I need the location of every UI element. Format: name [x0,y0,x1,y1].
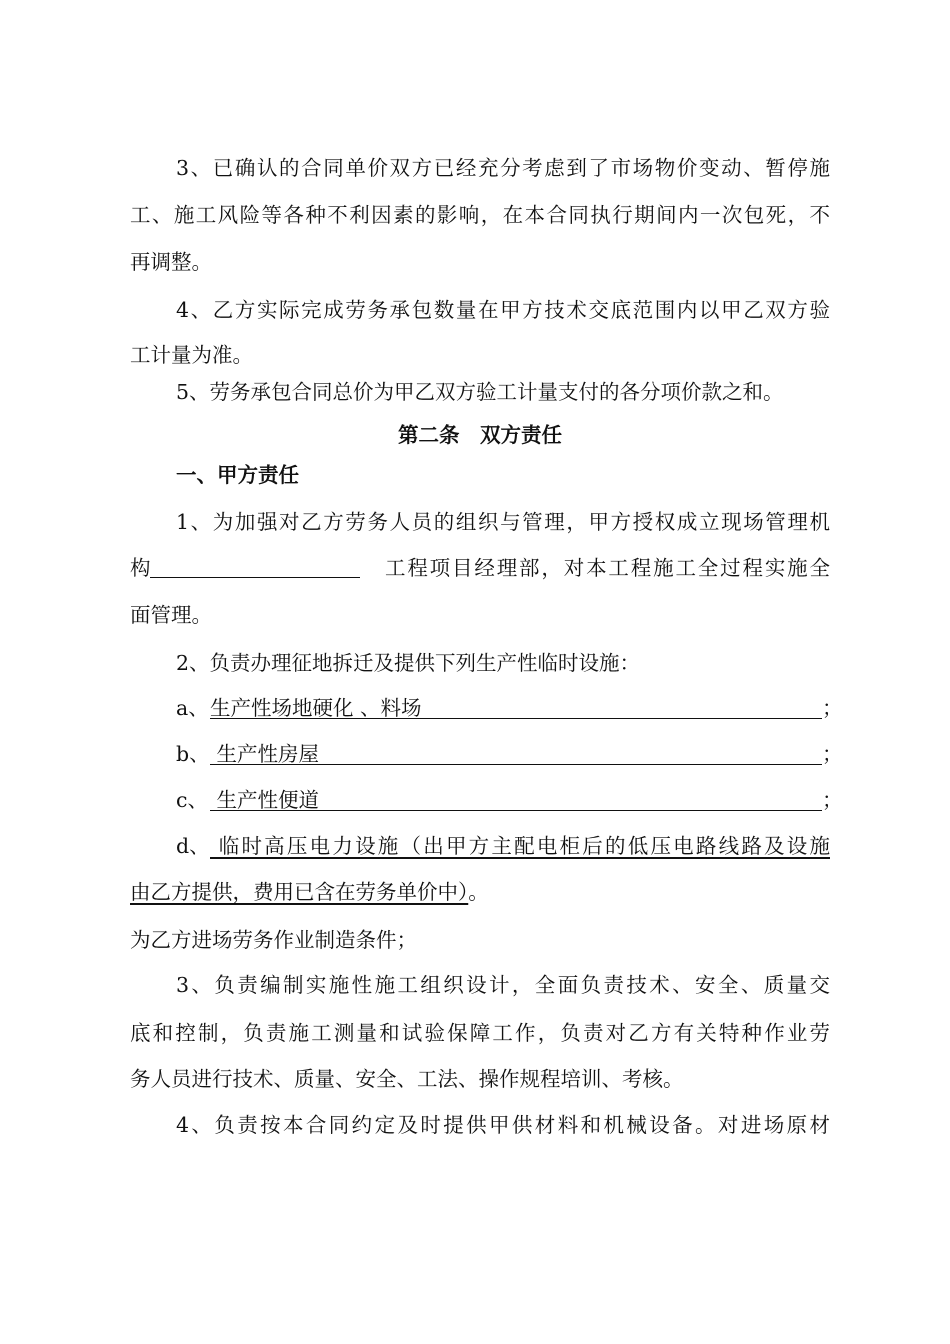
p1-line-2-suffix: 工程项目经理部，对本工程施工全过程实施全 [385,556,830,580]
facility-c-prefix: c、 [176,788,208,812]
facility-d-line-1: 临时高压电力设施（出甲方主配电柜后的低压电路线路及设施 [210,834,830,858]
facility-a-semicolon: ； [822,696,843,720]
party-a-p4-line-1: 4、负责按本合同约定及时提供甲供材料和机械设备。对进场原材 [176,1113,830,1137]
item-4-line-1: 4、乙方实际完成劳务承包数量在甲方技术交底范围内以甲乙双方验 [176,298,830,322]
facility-b-prefix: b、 [176,742,210,766]
facility-d-line-2 [130,877,830,907]
item-4-line-2: 工计量为准。 [130,343,253,367]
blank-fill-line [150,577,360,578]
facility-b-semicolon: ； [822,742,843,766]
facility-a-underline [210,718,822,719]
party-a-p3-line-1: 3、负责编制实施性施工组织设计，全面负责技术、安全、质量交 [176,973,830,997]
item-3-line-3: 再调整。 [130,250,212,274]
party-a-p2-condition: 为乙方进场劳务作业制造条件； [130,928,417,952]
article-title: 第二条 双方责任 [398,423,562,447]
facility-a-prefix: a、 [176,696,209,720]
facility-d-prefix: d、 [176,834,210,858]
facility-c-underline [210,810,822,811]
facility-c-text: 生产性便道 [210,788,320,812]
section-title: 一、甲方责任 [176,463,299,487]
party-a-p1-line-3: 面管理。 [130,603,212,627]
party-a-p3-line-2: 底和控制，负责施工测量和试验保障工作，负责对乙方有关特种作业劳 [130,1021,830,1045]
facility-d-line-2-text: 由乙方提供，费用已含在劳务单价中） [130,880,469,904]
item-3-line-2: 工、施工风险等各种不利因素的影响，在本合同执行期间内一次包死，不 [130,203,830,227]
party-a-p3-line-3: 务人员进行技术、质量、安全、工法、操作规程培训、考核。 [130,1067,684,1091]
item-3-line-1: 3、已确认的合同单价双方已经充分考虑到了市场物价变动、暂停施 [176,156,830,180]
party-a-p2-line-1: 2、负责办理征地拆迁及提供下列生产性临时设施： [176,651,641,675]
item-5-line-1: 5、劳务承包合同总价为甲乙双方验工计量支付的各分项价款之和。 [176,380,784,404]
p1-line-2-prefix: 构 [130,556,151,580]
facility-a-text: 生产性场地硬化 、料场 [210,696,422,720]
facility-d-end: 。 [468,880,489,904]
facility-b-underline [210,764,822,765]
facility-b-text: 生产性房屋 [210,742,320,766]
facility-c-semicolon: ； [822,788,843,812]
party-a-p1-line-1: 1、为加强对乙方劳务人员的组织与管理，甲方授权成立现场管理机 [176,510,830,534]
